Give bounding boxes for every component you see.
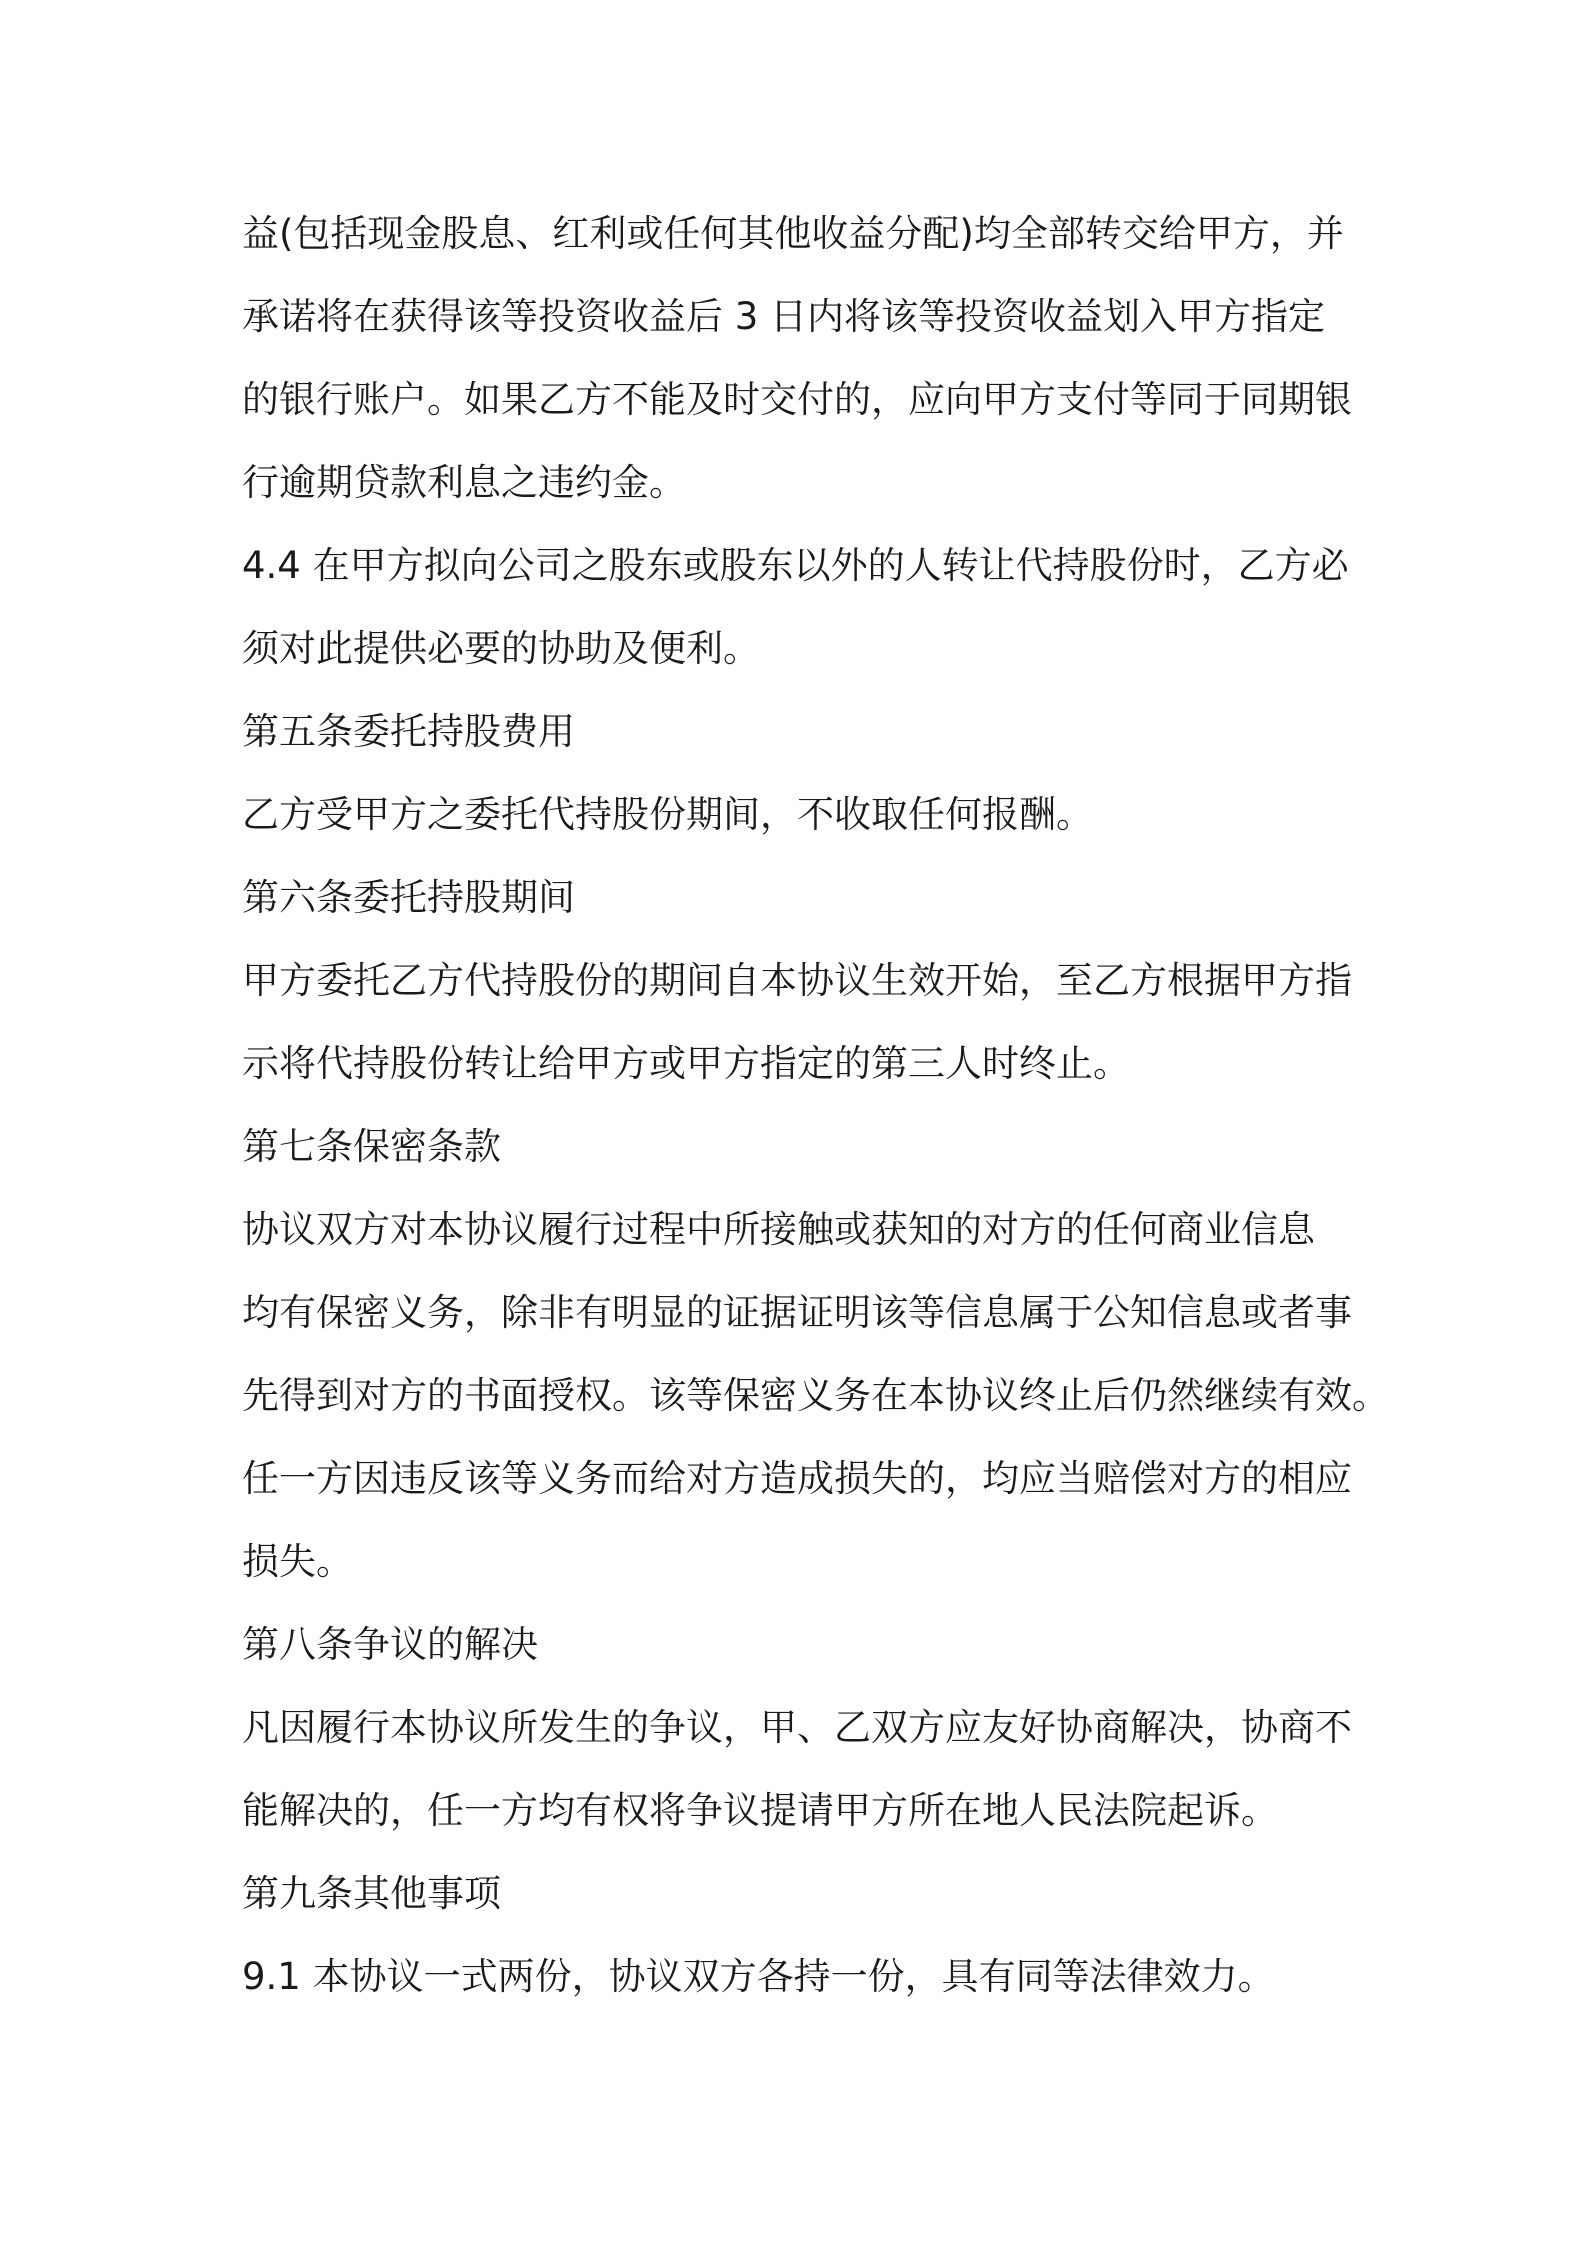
text-line: 甲方委托乙方代持股份的期间自本协议生效开始，至乙方根据甲方指 xyxy=(242,959,1352,1002)
text-line: 须对此提供必要的协助及便利。 xyxy=(242,627,760,670)
section-heading: 第八条争议的解决 xyxy=(242,1623,538,1666)
section-heading: 第九条其他事项 xyxy=(242,1872,501,1915)
text-line: 行逾期贷款利息之违约金。 xyxy=(242,461,686,504)
text-line: 能解决的，任一方均有权将争议提请甲方所在地人民法院起诉。 xyxy=(242,1789,1278,1832)
text-line: 任一方因违反该等义务而给对方造成损失的，均应当赔偿对方的相应 xyxy=(242,1457,1352,1500)
text-line: 均有保密义务，除非有明显的证据证明该等信息属于公知信息或者事 xyxy=(242,1291,1352,1334)
text-line: 益(包括现金股息、红利或任何其他收益分配)均全部转交给甲方，并 xyxy=(242,212,1344,255)
section-heading: 第七条保密条款 xyxy=(242,1125,501,1168)
text-line: 先得到对方的书面授权。该等保密义务在本协议终止后仍然继续有效。 xyxy=(242,1374,1389,1417)
text-line: 协议双方对本协议履行过程中所接触或获知的对方的任何商业信息 xyxy=(242,1208,1315,1251)
section-heading: 第六条委托持股期间 xyxy=(242,876,575,919)
text-line: 的银行账户。如果乙方不能及时交付的，应向甲方支付等同于同期银 xyxy=(242,378,1352,421)
section-heading: 第五条委托持股费用 xyxy=(242,710,575,753)
text-line: 乙方受甲方之委托代持股份期间，不收取任何报酬。 xyxy=(242,793,1093,836)
text-line: 承诺将在获得该等投资收益后 3 日内将该等投资收益划入甲方指定 xyxy=(242,295,1326,338)
text-line: 损失。 xyxy=(242,1540,353,1583)
text-line: 9.1 本协议一式两份，协议双方各持一份，具有同等法律效力。 xyxy=(242,1955,1275,1998)
text-line: 4.4 在甲方拟向公司之股东或股东以外的人转让代持股份时，乙方必 xyxy=(242,544,1349,587)
text-line: 示将代持股份转让给甲方或甲方指定的第三人时终止。 xyxy=(242,1042,1130,1085)
text-line: 凡因履行本协议所发生的争议，甲、乙双方应友好协商解决，协商不 xyxy=(242,1706,1352,1749)
